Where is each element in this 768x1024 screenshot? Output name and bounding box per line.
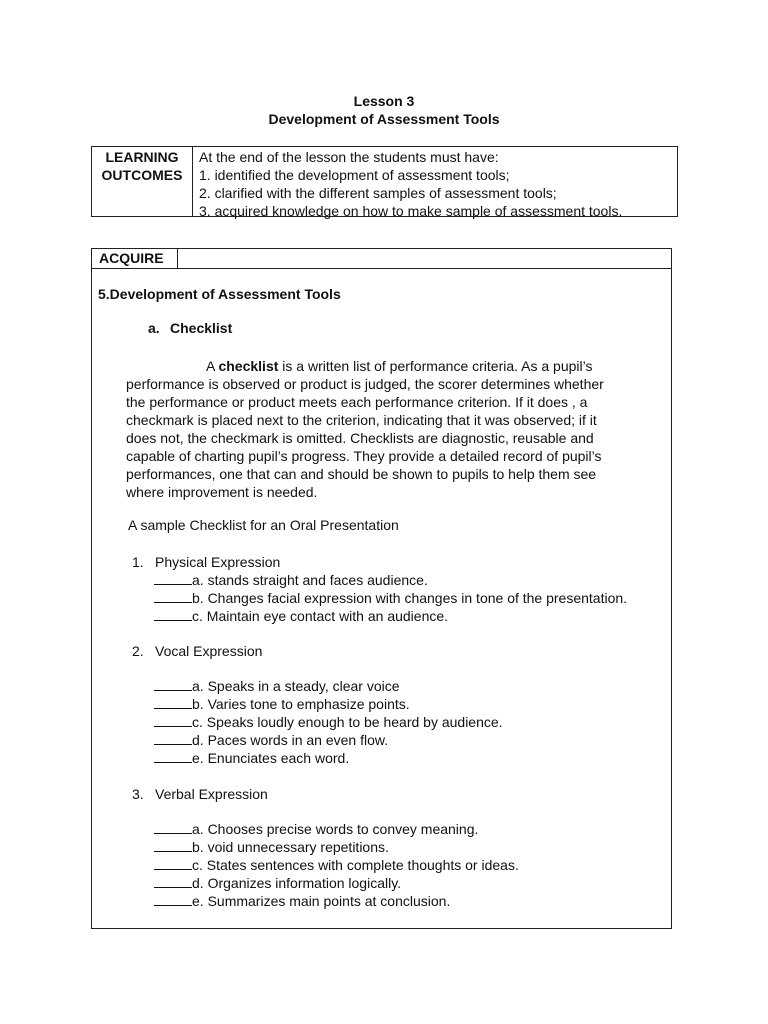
checklist-term: checklist [218,358,279,374]
checkmark-blank[interactable] [154,713,192,727]
checkmark-blank[interactable] [154,571,192,585]
checklist-item: b. void unnecessary repetitions. [154,838,519,856]
acquire-header [92,249,671,269]
checklist-item: a. stands straight and faces audience. [154,571,627,589]
checkmark-blank[interactable] [154,856,192,870]
checklist-item: d. Organizes information logically. [154,874,519,892]
learning-outcomes-content [193,147,677,219]
lesson-title: Development of Assessment Tools [268,111,500,127]
sub-heading [148,320,232,336]
paragraph-line: checkmark is placed next to the criterion, indicating that it was observed; if it [126,412,597,428]
checklist-item: a. Speaks in a steady, clear voice [154,677,503,695]
checklist-item: e. Summarizes main points at conclusion. [154,892,519,910]
checklist-group-vocal [132,642,503,767]
sub-heading-text: Checklist [170,320,233,336]
paragraph-line: does not, the checkmark is omitted. Checklists are diagnostic, reusable and [126,430,594,446]
paragraph-line: where improvement is needed. [126,484,318,500]
checkmark-blank[interactable] [154,589,192,603]
checklist-item: b. Varies tone to emphasize points. [154,695,503,713]
checklist-items [132,820,519,910]
group-title: 3. Verbal Expression [132,786,268,802]
learning-outcomes-label: LEARNING OUTCOMES [92,147,193,216]
checkmark-blank[interactable] [154,838,192,852]
paragraph-line: performances, one that can and should be shown to pupils to help them see [126,466,597,482]
checklist-items [132,677,503,767]
acquire-section [91,248,672,929]
lesson-number: Lesson 3 [353,93,415,109]
checkmark-blank[interactable] [154,695,192,709]
checklist-items [132,571,627,625]
group-title: 2. Vocal Expression [132,643,263,659]
checklist-item: d. Paces words in an even flow. [154,731,503,749]
acquire-label: ACQUIRE [92,249,178,268]
paragraph-line: the performance or product meets each performance criterion. If it does , a [126,394,588,410]
learning-outcomes-table [91,146,678,217]
checklist-item: c. Maintain eye contact with an audience. [154,607,627,625]
section-heading: 5.Development of Assessment Tools [98,286,341,302]
paragraph-line: performance is observed or product is judged, the scorer determines whether [126,376,604,392]
sub-heading-letter: a. [148,320,160,336]
checkmark-blank[interactable] [154,820,192,834]
lesson-title-block [0,92,768,128]
learning-outcome-item: 1. identified the development of assessment tools; [199,167,510,183]
sample-checklist-title: A sample Checklist for an Oral Presentation [128,517,399,533]
paragraph-line: capable of charting pupil’s progress. They provide a detailed record of pupil’s [126,448,602,464]
learning-outcome-item: 3. acquired knowledge on how to make sample of assessment tools. [199,203,623,219]
checklist-item: b. Changes facial expression with changes in tone of the presentation. [154,589,627,607]
checkmark-blank[interactable] [154,607,192,621]
checklist-item: c. Speaks loudly enough to be heard by audience. [154,713,503,731]
checkmark-blank[interactable] [154,731,192,745]
checklist-group-physical [132,553,627,625]
paragraph-line: A checklist is a written list of performance criteria. As a pupil’s [206,358,593,374]
checklist-item: e. Enunciates each word. [154,749,503,767]
checkmark-blank[interactable] [154,749,192,763]
checkmark-blank[interactable] [154,874,192,888]
checklist-item: a. Chooses precise words to convey meaning. [154,820,519,838]
learning-outcomes-intro: At the end of the lesson the students must have: [199,149,499,165]
group-title: 1. Physical Expression [132,554,281,570]
checklist-paragraph [126,357,671,501]
checkmark-blank[interactable] [154,677,192,691]
checklist-group-verbal [132,785,519,910]
learning-outcome-item: 2. clarified with the different samples of assessment tools; [199,185,557,201]
checklist-item: c. States sentences with complete thoughts or ideas. [154,856,519,874]
checkmark-blank[interactable] [154,892,192,906]
